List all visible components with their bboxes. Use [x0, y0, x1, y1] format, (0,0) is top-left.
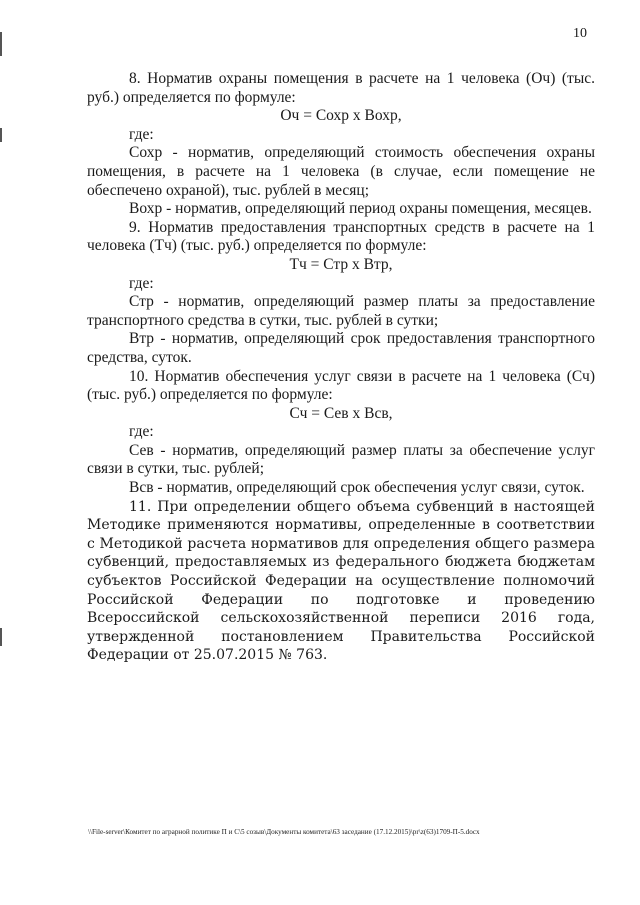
- paragraph-11: 11. При определении общего объема субвенций в настоящей Методике применяются нормативы, определенные в соответствии с Методикой расчета нормативов для определения общего размера субвенций, предоставляемых из федерального бюджета бюджетам субъектов Российской Федерации на осуществление полномочий Российской Федерации по подготовке и проведению Всероссийской сельскохозяйственной переписи 2016 года, утвержденной постановлением Правительства Российской Федерации от 25.07.2015 № 763.: [87, 498, 595, 664]
- formula-tch: Тч = Стр х Втр,: [289, 255, 393, 273]
- scan-edge-mark: [0, 32, 2, 56]
- where-label: где:: [129, 423, 154, 441]
- formula-sch: Сч = Сев х Всв,: [289, 404, 393, 422]
- formula-och: Оч = Сохр х Вохр,: [280, 107, 402, 125]
- definition-vsv: Всв - норматив, определяющий срок обеспечения услуг связи, суток.: [129, 479, 585, 497]
- where-label: где:: [129, 274, 154, 292]
- where-label: где:: [129, 125, 154, 143]
- definition-sev: Сев - норматив, определяющий размер платы за обеспечение услуг связи в сутки, тыс. рублей;: [87, 441, 595, 478]
- paragraph-9: 9. Норматив предоставления транспортных средств в расчете на 1 человека (Тч) (тыс. руб.) определяется по формуле:: [87, 218, 595, 255]
- definition-sohr: Сохр - норматив, определяющий стоимость обеспечения охраны помещения, в расчете на 1 человека (в случае, если помещение не обеспечено охраной), тыс. рублей в месяц;: [87, 144, 595, 199]
- definition-vtr: Втр - норматив, определяющий срок предоставления транспортного средства, суток.: [87, 330, 595, 366]
- document-body: [87, 70, 595, 665]
- paragraph-10: 10. Норматив обеспечения услуг связи в расчете на 1 человека (Сч) (тыс. руб.) определяется по формуле:: [87, 367, 595, 404]
- definition-str: Стр - норматив, определяющий размер платы за предоставление транспортного средства в сутки, тыс. рублей в сутки;: [87, 293, 595, 329]
- paragraph-8: 8. Норматив охраны помещения в расчете на 1 человека (Оч) (тыс. руб.) определяется по формуле:: [87, 70, 595, 106]
- page-number: 10: [573, 26, 587, 41]
- definition-vohr: Вохр - норматив, определяющий период охраны помещения, месяцев.: [129, 200, 592, 218]
- file-path-footer: \\File-server\Комитет по аграрной политике П и С\5 созыв\Документы комитета\63 заседание (17.12.2015)\pr\z(63)1709-П-5.docx: [88, 828, 480, 836]
- scan-edge-mark: [0, 628, 2, 646]
- scan-edge-mark: [0, 128, 2, 142]
